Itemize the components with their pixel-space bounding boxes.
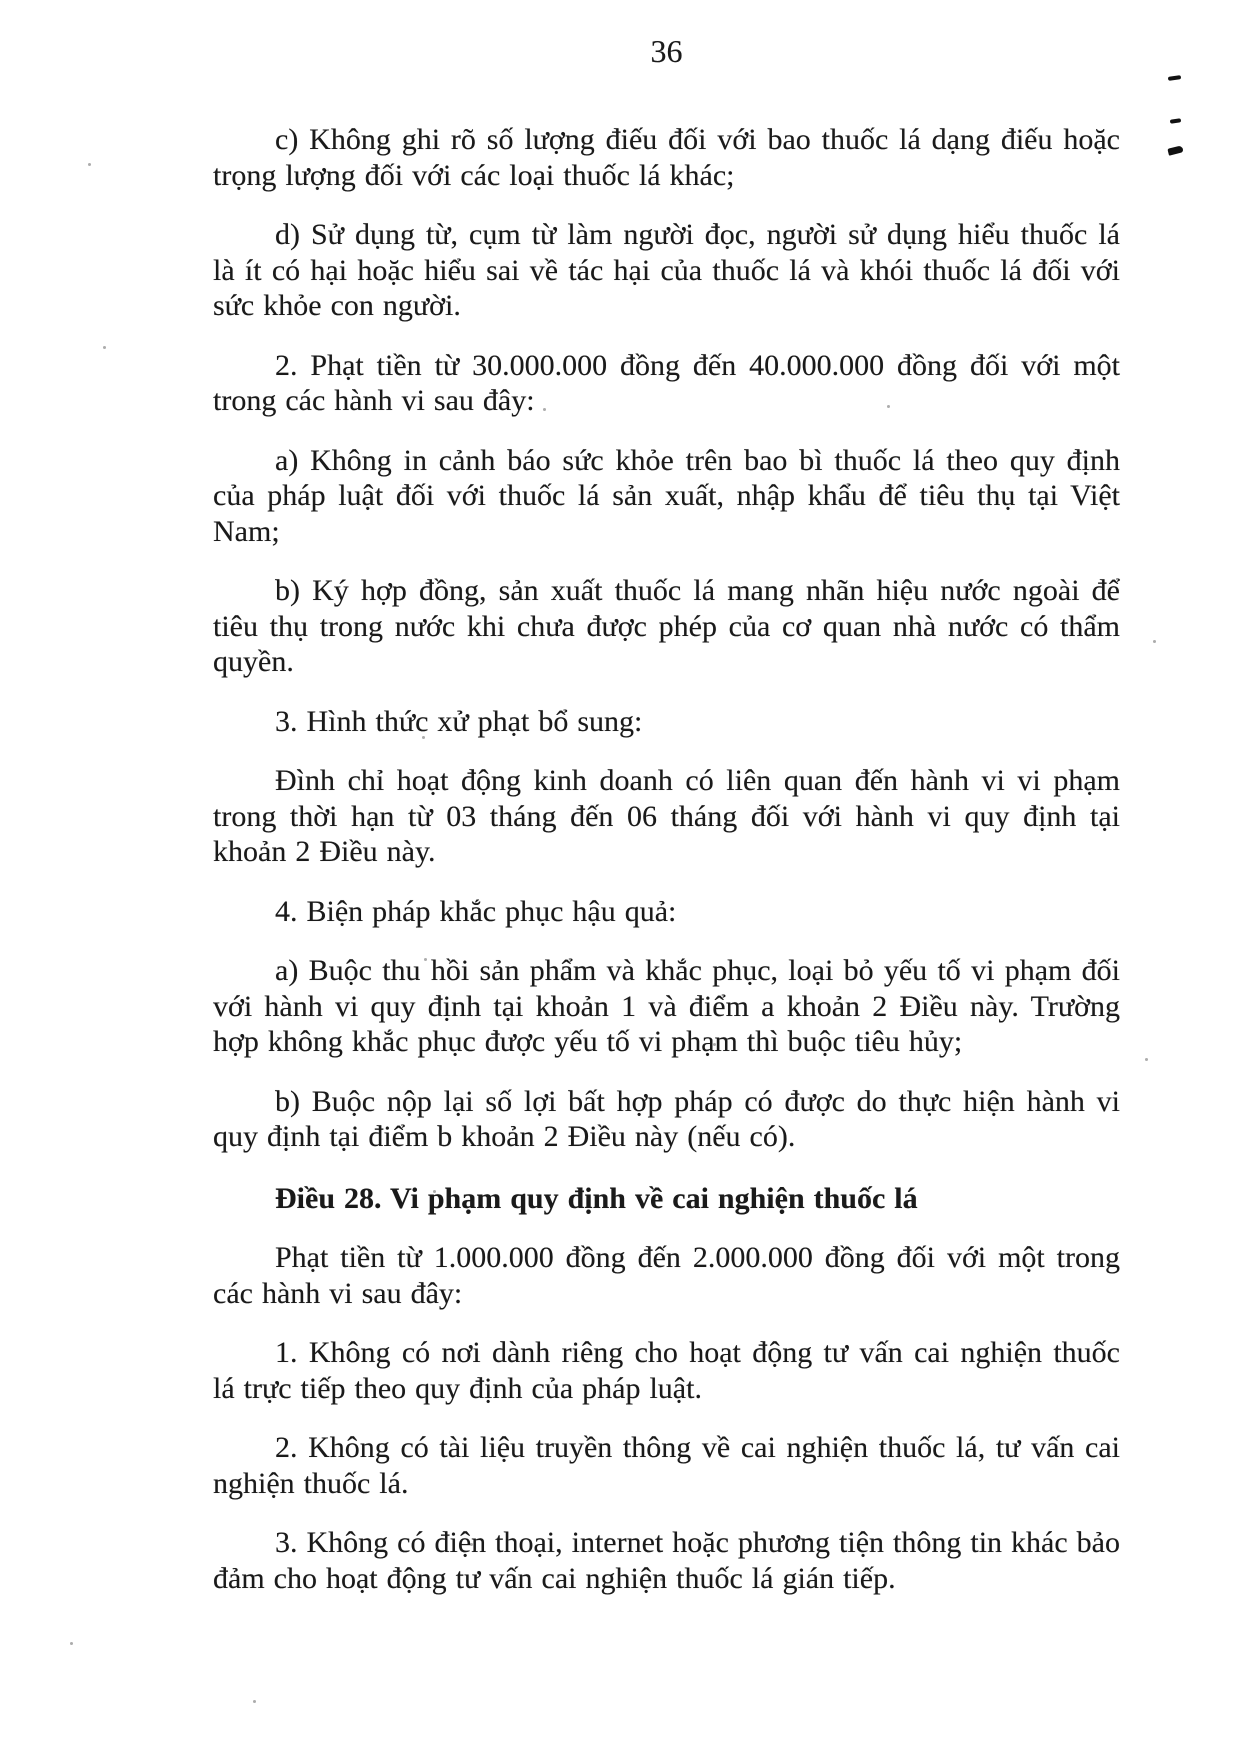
scan-speck	[470, 1543, 473, 1546]
scan-artifact-dash	[1170, 118, 1181, 123]
scan-speck	[543, 408, 546, 411]
document-body	[213, 122, 1120, 1596]
scan-speck	[1153, 640, 1156, 643]
scan-speck	[1145, 1058, 1148, 1061]
paragraph-point-c: c) Không ghi rõ số lượng điếu đối với bao thuốc lá dạng điếu hoặc trọng lượng đối với các loại thuốc lá khác;	[213, 123, 1120, 192]
paragraph-clause-2-point-a: a) Không in cảnh báo sức khỏe trên bao bì thuốc lá theo quy định của pháp luật đối với thuốc lá sản xuất, nhập khẩu để tiêu thụ tại Việt Nam;	[213, 443, 1120, 548]
scan-speck	[887, 405, 890, 408]
paragraph-clause-3-detail: Đình chỉ hoạt động kinh doanh có liên quan đến hành vi vi phạm trong thời hạn từ 03 tháng đến 06 tháng đối với hành vi quy định tại khoản 2 Điều này.	[213, 764, 1120, 868]
paragraph-clause-4-point-b: b) Buộc nộp lại số lợi bất hợp pháp có được do thực hiện hành vi quy định tại điểm b khoản 2 Điều này (nếu có).	[213, 1084, 1120, 1153]
scan-speck	[660, 1578, 663, 1581]
paragraph-clause-3: 3. Hình thức xử phạt bổ sung:	[275, 704, 643, 738]
scan-artifact-blot	[1167, 145, 1183, 155]
article-28-heading: Điều 28. Vi phạm quy định về cai nghiện thuốc lá	[275, 1181, 918, 1215]
scan-speck	[253, 1700, 256, 1703]
scan-speck	[433, 1190, 436, 1193]
scan-speck	[713, 1043, 716, 1046]
paragraph-clause-2-point-b: b) Ký hợp đồng, sản xuất thuốc lá mang nhãn hiệu nước ngoài để tiêu thụ trong nước khi chưa được phép của cơ quan nhà nước có thẩm quyền.	[213, 574, 1120, 678]
scan-speck	[88, 163, 91, 166]
paragraph-article-28-clause-2: 2. Không có tài liệu truyền thông về cai nghiện thuốc lá, tư vấn cai nghiện thuốc lá.	[213, 1431, 1120, 1500]
scan-speck	[70, 1642, 73, 1645]
paragraph-clause-2: 2. Phạt tiền từ 30.000.000 đồng đến 40.000.000 đồng đối với một trong các hành vi sau đây:	[213, 348, 1120, 417]
paragraph-article-28-intro: Phạt tiền từ 1.000.000 đồng đến 2.000.000 đồng đối với một trong các hành vi sau đây:	[213, 1241, 1120, 1310]
paragraph-point-d: d) Sử dụng từ, cụm từ làm người đọc, người sử dụng hiểu thuốc lá là ít có hại hoặc hiểu sai về tác hại của thuốc lá và khói thuốc lá đối với sức khỏe con người.	[213, 218, 1120, 322]
scan-speck	[422, 736, 425, 739]
paragraph-article-28-clause-1: 1. Không có nơi dành riêng cho hoạt động tư vấn cai nghiện thuốc lá trực tiếp theo quy định của pháp luật.	[213, 1336, 1120, 1405]
paragraph-clause-4-point-a: a) Buộc thu hồi sản phẩm và khắc phục, loại bỏ yếu tố vi phạm đối với hành vi quy định tại khoản 1 và điểm a khoản 2 Điều này. Trường hợp không khắc phục được yếu tố vi phạm thì buộc tiêu hủy;	[213, 954, 1120, 1058]
paragraph-clause-4: 4. Biện pháp khắc phục hậu quả:	[275, 894, 677, 928]
paragraph-article-28-clause-3: 3. Không có điện thoại, internet hoặc phương tiện thông tin khác bảo đảm cho hoạt động tư vấn cai nghiện thuốc lá gián tiếp.	[213, 1526, 1120, 1595]
scan-artifact-dash	[1168, 75, 1181, 81]
scan-speck	[103, 346, 106, 349]
scan-speck	[424, 958, 427, 961]
page-number: 36	[650, 33, 683, 69]
